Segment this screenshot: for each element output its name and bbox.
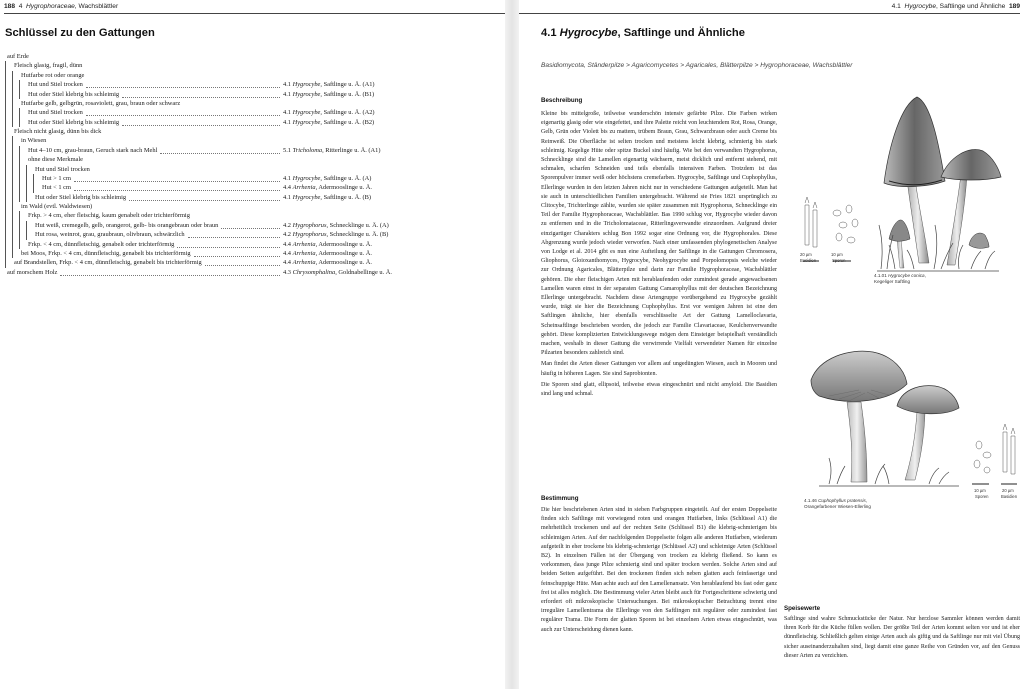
fig2-scale-a: 10 µm [974,488,986,493]
right-running-header [892,3,1020,10]
cuphophyllus-pratensis-illustration [789,340,1021,500]
key-row [5,202,502,211]
header-common: , Wachsblättler [74,3,119,10]
key-indent-line [12,240,13,249]
key-row-text: auf Brandstellen, Frkp. < 4 cm, dünnfleischig, genabelt bis trichterförmig [14,259,202,267]
key-indent-line [19,90,20,99]
key-indent-line [12,155,13,164]
key-indent-line [5,230,6,239]
key-row-result: 4.1 Hygrocybe, Saftlinge u. Ä. (A) [283,174,372,182]
taxonomy-line: Basidiomycota, Ständerpilze > Agaricomycetes > Agaricales, Blätterpilze > Hygrophoraceae, Wachsblättler [541,62,853,69]
section-title: 4.1 Hygrocybe, Saftlinge und Ähnliche [541,27,745,39]
key-row-text: Hut weiß, cremegelb, gelb, orangerot, gelb- bis orangebraun oder braun [35,221,219,229]
key-indent-line [5,221,6,230]
key-row-text: Fleisch glasig, fragil, dünn [14,62,83,70]
key-row-result: 4.4 Arrhenia, Adermooslinge u. Ä. [283,240,373,248]
key-row-result: 4.1 Hygrocybe, Saftlinge u. Ä. (B2) [283,118,375,126]
key-leader-dots [205,265,280,266]
book-gutter [505,0,519,689]
key-indent-line [12,249,13,258]
key-row [5,108,502,117]
key-row-text: bei Moos, Frkp. < 4 cm, dünnfleischig, genabelt bis trichterförmig [21,249,191,257]
key-leader-dots [122,125,280,126]
key-row-text: ohne diese Merkmale [28,156,84,164]
key-indent-line [5,127,6,136]
key-row [5,90,502,99]
key-indent-line [5,165,6,174]
key-leader-dots [74,190,280,191]
key-row [5,211,502,220]
fig2-label-a: Sporen [975,494,989,499]
key-leader-dots [177,247,280,248]
key-indent-line [26,230,27,239]
key-indent-line [26,193,27,202]
key-indent-line [19,174,20,183]
speisewerte-text: Saftlinge sind wahre Schmuckstücke der Natur. Nur herzlose Sammler können werden damit ihren Korb für die Küche füllen wollen. Der größte Teil der Arten kommt selten vor und ist eher dünnfleischig. Schließlich gelten einige Arten auch als giftig und da Saftlinge nur mit viel Übung sicher auseinanderzuhalten sind, liegt damit eine ganze Reihe von Gründen vor, auf den Genuss dieser Arten zu verzichten. [784,616,1020,659]
key-row-text: im Wald (evtl. Waldwiesen) [21,203,93,210]
beschreibung-text: Kleine bis mittelgroße, teilweise wunderschön intensiv gefärbte Pilze. Die Farben wirken eigenartig glasig oder wie eingefettet, und ihre Palette reicht von leuchtendem Rot, Rosa, Orange, Gelb, Grün oder Violett bis zu mattem, trübem Braun, Grau, Schwarzbraun oder auch Creme bis Reinweiß. Die Oberfläche ist selten trocken und meistens leicht klebrig, schmierig bis stark schleimig. Kegelige Hüte oder spitze Buckel sind häufig. Wie bei den verwandten Hygrophorus, Schnecklinge sind die Lamellen eigenartig wächsern, meist dicklich und entfernt stehend, mit schmalen, scharfen Schneiden und teils ebenfalls intensiven Farben. Trotzdem ist das Sporenpulver immer weiß oder höchstens cremefarben. Hygrocybe, Saftlinge und Cuphophyllus, Ellerlinge wurden in den letzten Jahren nicht nur in verschiedene Gattungen aufgeteilt. Man hat sie auch in unterschiedlichen Familien untergebracht. Während sie Fries 1821 ursprünglich zu Clitocybe, Trichterlinge zählte, wurden sie später zusammen mit Hygrophorus, Schnecklinge ein Teil der Familie Hygrophoraceae, Wachsblättler. Bas 1990 schlug vor, Hygrocybe wieder davon zu entfernen und in die Tricholomataceae, Ritterlingsverwandte einzuordnen. Aufgrund dreier einzigartiger Charakters schlug Bon 1992 sogar eine Ordnung vor, die Hygrophorales. Diese Abgrenzung wurde jedoch wieder verworfen. Nach einer umfassenden phylogenetischen Analyse von Lodge et al. 2014 gibt es nun eine Aufteilung der Saftlinge in die Gattungen Chromosera, Gliophorus, Gloioxanthomyces, Hygrocybe, Neohygrocybe und Porpolomopsis welche wieder zur Ordnung Agaricales, Blätterpilze und darin zur Familie Hygrophoraceae, Wachsblättler gehören. Die eher fleischigen Arten mit herablaufenden oder zumindest gerade angewachsenen Lamellen waren einst in der separaten Gattung Camarophyllus mit der deutschen Bezeichnung Ellerlinge untergebracht. Nachdem diese Artengruppe vorübergehend zu Hygrocybe gezählt wurde, trägt sie hier die Bezeichnung Cuphophyllus. Erst vor wenigen Jahren ist eine den Saftlingen ähnliche, hier ebenfalls verschlüsselte Art der Gattung Lamelloclavaria, Scheinsaftlinge beschrieben worden, die jedoch zur Familie Clavariaceae, Keulchenverwandte gehört. Diese komplizierten Entwicklungswege mögen dem Einsteiger beispielhaft verständlich machen, weshalb in dieser Gattung die verwirrende Vielfalt verwendeter Namen für einzelne Pilzarten besonders zahlreich sind. Man findet die Arten dieser Gattungen vor allem auf ungedüngten Wiesen, auch in Mooren und häufig in höheren Lagen. Sie sind Saprobionten. Die Sporen sind glatt, ellipsoid, teilweise etwas eingeschnürt und nicht amyloid. Die Basidien sind lang und schmal. [541,111,777,398]
header-rule [4,13,505,14]
key-leader-dots [160,153,280,154]
key-row-text: Hut rosa, weinrot, grau, graubraun, olivbraun, schwärzlich [35,231,185,239]
key-indent-line [12,211,13,220]
key-row-text: Frkp. < 4 cm, dünnfleischig, genabelt oder trichterförmig [28,240,175,248]
key-row-result: 4.1 Hygrocybe, Saftlinge u. Ä. (B1) [283,90,375,98]
key-row-text: auf Erde [7,53,29,60]
key-row-result: 5.1 Tricholoma, Ritterlinge u. Ä. (A1) [283,146,381,154]
key-row [5,165,502,174]
key-indent-line [5,108,6,117]
key-indent-line [12,230,13,239]
key-indent-line [5,71,6,80]
key-indent-line [12,165,13,174]
key-leader-dots [60,275,280,276]
key-row-text: Hut oder Stiel klebrig bis schleimig [35,193,127,201]
key-row-result: 4.1 Hygrocybe, Saftlinge u. Ä. (A2) [283,109,375,117]
key-row [5,240,502,249]
header-section: 4.1 [891,3,901,10]
key-indent-line [19,240,20,249]
key-row [5,258,502,267]
key-indent-line [12,174,13,183]
key-indent-line [19,146,20,155]
left-running-header [4,3,118,10]
key-indent-line [5,258,6,267]
key-row [5,268,502,277]
key-indent-line [19,165,20,174]
key-indent-line [12,118,13,127]
key-indent-line [5,146,6,155]
right-page [519,0,1024,689]
key-indent-line [5,155,6,164]
key-row [5,99,502,108]
fig1-scale-b: 10 µm [831,252,843,257]
header-chapter: 4 [18,3,23,10]
key-indent-line [5,211,6,220]
key-indent-line [12,136,13,145]
key-indent-line [19,183,20,192]
key-row [5,136,502,145]
key-indent-line [26,183,27,192]
speisewerte-heading: Speisewerte [784,605,821,612]
key-row [5,71,502,80]
left-page [0,0,505,689]
key-row-result: 4.4 Arrhenia, Adermooslinge u. Ä. [283,259,373,267]
key-row [5,52,502,61]
key-indent-line [12,80,13,89]
key-indent-line [5,61,6,70]
fig1-label-b: Sporen [832,258,846,263]
header-common-right: , Saftlinge und Ähnliche [936,3,1006,10]
header-rule-right [519,13,1020,14]
key-indent-line [5,80,6,89]
key-indent-line [33,174,34,183]
key-row [5,146,502,155]
key-row-text: auf morschem Holz [7,268,58,276]
key-indent-line [12,99,13,108]
key-row [5,174,502,183]
left-page-number: 188 [4,3,16,10]
key-row-text: Hut 4–10 cm, grau-braun, Geruch stark nach Mehl [28,146,158,154]
key-row [5,118,502,127]
key-indent-line [12,90,13,99]
key-row [5,249,502,258]
key-row-result: 4.2 Hygrophorus, Schnecklinge u. Ä. (B) [283,231,389,239]
key-row-text: Hut > 1 cm [42,174,71,182]
key-indent-line [26,221,27,230]
key-leader-dots [74,181,280,182]
key-indent-line [5,90,6,99]
key-row [5,155,502,164]
key-row-result: 4.1 Hygrocybe, Saftlinge u. Ä. (B) [283,193,371,201]
figure2-caption: 4.1.46 Cuphophyllus pratensis, Orangefarbener Wiesen-Ellerling [804,498,871,509]
key-row-text: Hut oder Stiel klebrig bis schleimig [28,90,120,98]
key-indent-line [5,174,6,183]
key-indent-line [33,183,34,192]
key-indent-line [19,211,20,220]
header-genus: Hygrocybe [904,3,937,10]
header-family: Hygrophoraceae [26,3,75,10]
page-title: Schlüssel zu den Gattungen [5,27,155,39]
key-indent-line [19,80,20,89]
fig1-scale-a: 20 µm [800,252,812,257]
key-indent-line [12,71,13,80]
identification-key [5,52,502,277]
key-row-result: 4.4 Arrhenia, Adermooslinge u. Ä. [283,184,373,192]
key-indent-line [19,221,20,230]
key-indent-line [5,183,6,192]
key-row [5,183,502,192]
key-row-text: Hut und Stiel trocken [35,165,90,173]
hygrocybe-conica-illustration [789,85,1021,295]
key-indent-line [5,118,6,127]
key-row-result: 4.3 Chrysomphalina, Goldnabellinge u. Ä. [283,268,392,276]
key-row-text: in Wiesen [21,137,47,145]
key-indent-line [5,202,6,211]
key-row-result: 4.4 Arrhenia, Adermooslinge u. Ä. [283,249,373,257]
key-indent-line [5,193,6,202]
key-row-text: Frkp. > 4 cm, eher fleischig, kaum genabelt oder trichterförmig [28,212,190,220]
key-row [5,127,502,136]
key-row [5,61,502,70]
fig1-label-a: Basidien [800,258,817,263]
key-leader-dots [194,256,280,257]
key-indent-line [12,202,13,211]
key-indent-line [19,155,20,164]
beschreibung-heading: Beschreibung [541,97,583,104]
key-row-text: Hut oder Stiel klebrig bis schleimig [28,118,120,126]
key-leader-dots [86,87,280,88]
key-row-result: 4.1 Hygrocybe, Saftlinge u. Ä. (A1) [283,81,375,89]
key-indent-line [12,146,13,155]
key-indent-line [12,221,13,230]
fig2-scale-b: 20 µm [1002,488,1014,493]
key-row-text: Hutfarbe gelb, gelbgrün, rosaviolett, grau, braun oder schwarz [21,99,181,107]
key-indent-line [26,165,27,174]
right-page-number: 189 [1008,3,1020,10]
key-row-text: Hut und Stiel trocken [28,81,83,89]
key-indent-line [12,108,13,117]
key-row [5,221,502,230]
key-row-text: Hut < 1 cm [42,184,71,192]
key-row-text: Fleisch nicht glasig, dünn bis dick [14,128,102,135]
bestimmung-heading: Bestimmung [541,495,579,502]
key-indent-line [5,249,6,258]
key-leader-dots [122,97,280,98]
key-row [5,230,502,239]
key-indent-line [5,136,6,145]
key-indent-line [19,108,20,117]
key-indent-line [19,118,20,127]
key-indent-line [5,240,6,249]
figure1-caption: 4.1.01 Hygrocybe conica, Kegeliger Saftling [874,273,926,284]
key-leader-dots [188,237,280,238]
key-indent-line [19,193,20,202]
key-leader-dots [86,115,280,116]
fig2-label-b: Basidien [1001,494,1018,499]
key-indent-line [26,174,27,183]
key-indent-line [19,230,20,239]
key-indent-line [5,99,6,108]
key-indent-line [12,183,13,192]
key-row [5,80,502,89]
key-leader-dots [129,200,280,201]
key-indent-line [12,193,13,202]
key-row-text: Hutfarbe rot oder orange [21,71,85,79]
key-row-result: 4.2 Hygrophorus, Schnecklinge u. Ä. (A) [283,221,389,229]
key-leader-dots [221,228,280,229]
key-row [5,193,502,202]
key-row-text: Hut und Stiel trocken [28,109,83,117]
bestimmung-text: Die hier beschriebenen Arten sind in sieben Farbgruppen eingeteilt. Auf der ersten Doppelseite finden sich Saftlinge mit vorwiegend roten und orangen Hutfarben, links (Schlüssel A1) die mehrheitlich trockenen und auf der rechten Seite (Schlüssel B1) die klebrig-schmierigen bis schleimigen Arten. Auf der nachfolgenden Doppelseite folgen alle anderen Hutfarben, wiederum aufgeteilt in eher trockene bis klebrig-schmierige (Schlüssel A2) und schleimige Arten (Schlüssel B2). In einzelnen Fällen ist der Übergang von trocken zu klebrig fließend. So kann es vorkommen, dass junge Pilze schmierig sind und später trocken werden. Solche Arten sind auf beiden Seiten aufgeführt. Bei den trockenen finden sich neben glatten auch feinfaserige und feinschuppige Hüte. Man achte auch auf den Lamellenansatz. Von herablaufend bis fast oder ganz frei ist alles möglich. Die Bestimmung vieler Arten bleibt auch für Fortgeschrittene schwierig und erfordert oft mikroskopische Untersuchungen. Bei mikroskopischer Betrachtung trennt eine irreguläre Lamellentrama die Ellerlinge von den Saftlingen mit regulärer oder zumindest fast regulärer Trama. Die Form der glatten Sporen ist bei einzelnen Arten etwas eingeschnürt, was auch zur Unterscheidung dienen kann. [541,507,777,633]
